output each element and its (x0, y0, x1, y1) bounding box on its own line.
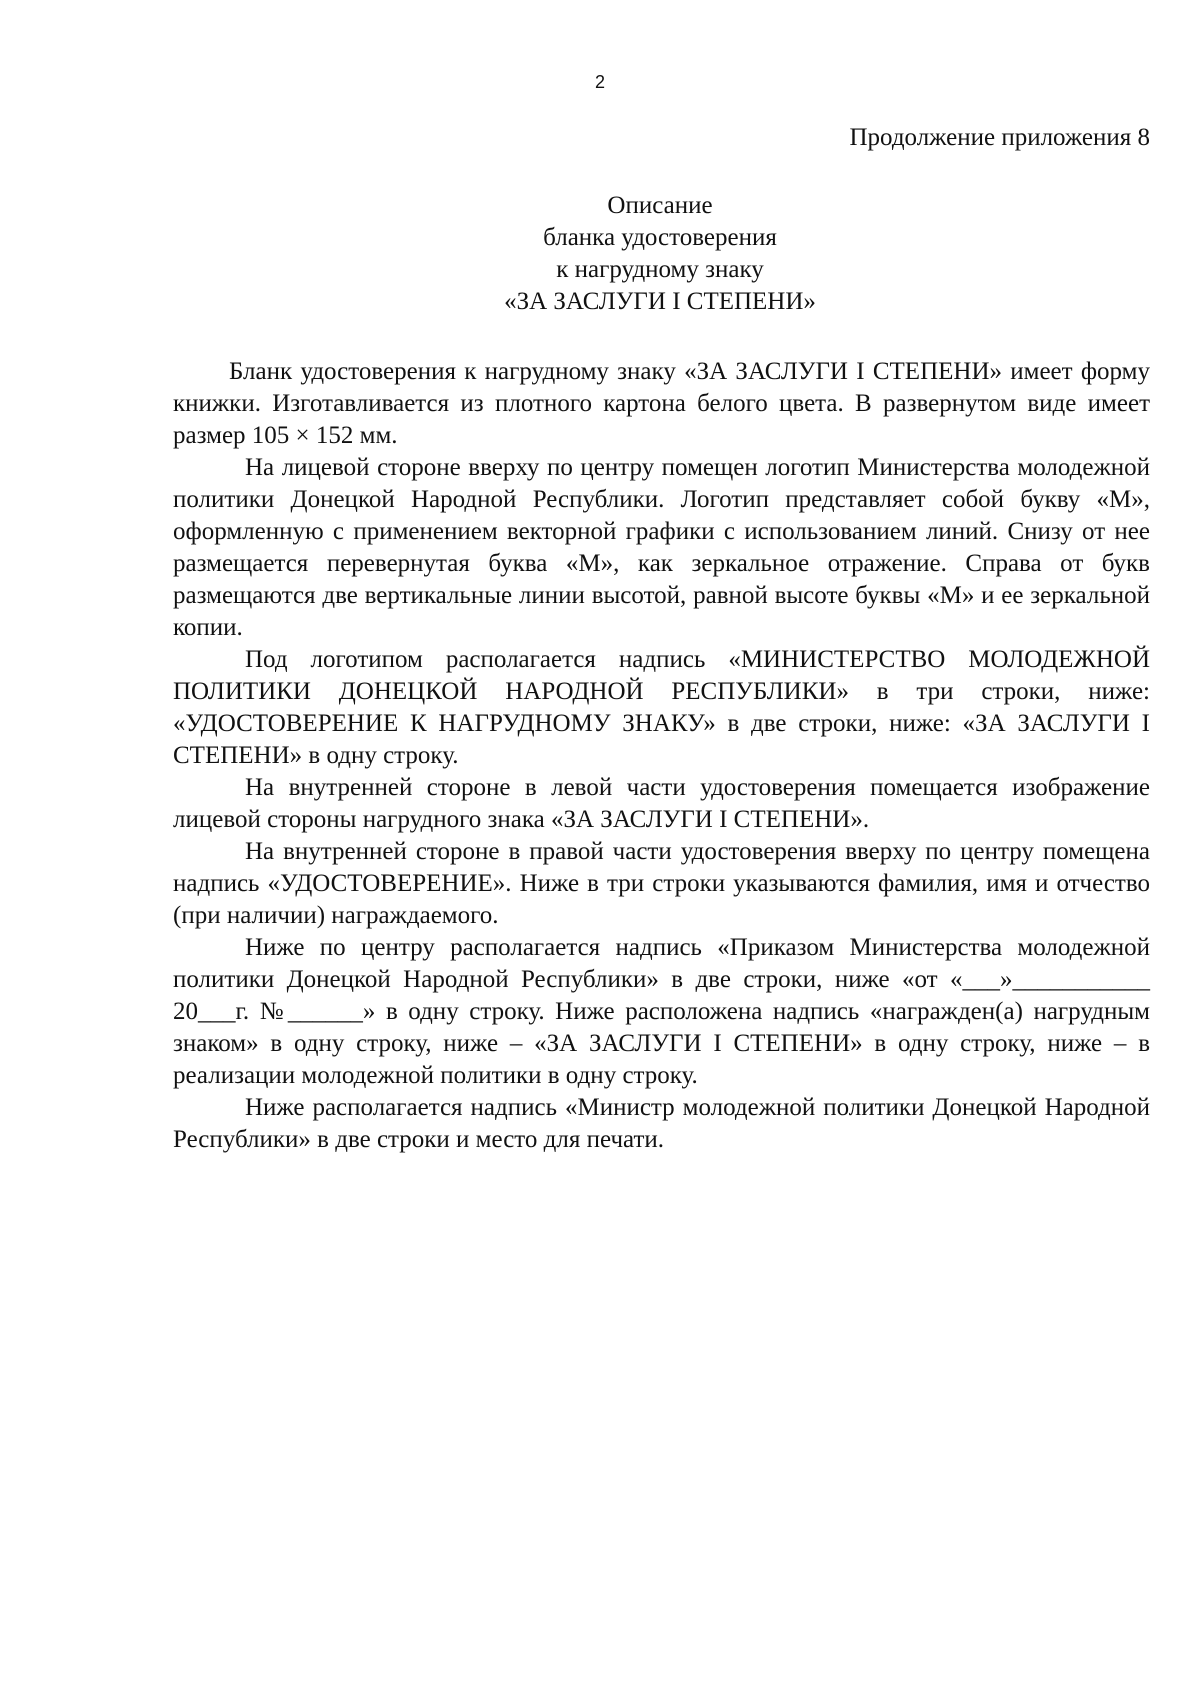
title-line-4: «ЗА ЗАСЛУГИ I СТЕПЕНИ» (504, 288, 816, 315)
paragraph-inner-left: На внутренней стороне в левой части удостоверения помещается изображение лицевой стороны нагрудного знака «ЗА ЗАСЛУГИ I СТЕПЕНИ». (173, 774, 1150, 833)
paragraph-front-inscription: Под логотипом располагается надпись «МИНИСТЕРСТВО МОЛОДЕЖНОЙ ПОЛИТИКИ ДОНЕЦКОЙ НАРОДНОЙ РЕСПУБЛИКИ» в три строки, ниже: «УДОСТОВЕРЕНИЕ К НАГРУДНОМУ ЗНАКУ» в две строки, ниже: «ЗА ЗАСЛУГИ I СТЕПЕНИ» в одну строку. (173, 646, 1150, 769)
title-line-2: бланка удостоверения (543, 224, 777, 251)
title-line-3: к нагрудному знаку (556, 256, 764, 283)
paragraph-order-text: Ниже по центру располагается надпись «Приказом Министерства молодежной политики Донецкой Народной Республики» в две строки, ниже «от «___»___________ 20___г. №______» в одну строку. Ниже расположена надпись «награжден(а) нагрудным знаком» в одну строку, ниже – «ЗА ЗАСЛУГИ I СТЕПЕНИ» в одну строку, ниже – в реализации молодежной политики в одну строку. (173, 934, 1150, 1089)
paragraph-inner-right: На внутренней стороне в правой части удостоверения вверху по центру помещена надпись «УДОСТОВЕРЕНИЕ». Ниже в три строки указываются фамилия, имя и отчество (при наличии) награждаемого. (173, 838, 1150, 929)
paragraph-form-description: Бланк удостоверения к нагрудному знаку «ЗА ЗАСЛУГИ I СТЕПЕНИ» имеет форму книжки. Изготавливается из плотного картона белого цвета. В развернутом виде имеет размер 105 × 152 мм. (173, 358, 1150, 449)
appendix-label: Продолжение приложения 8 (849, 124, 1150, 151)
paragraph-signature: Ниже располагается надпись «Министр молодежной политики Донецкой Народной Республики» в две строки и место для печати. (173, 1094, 1150, 1153)
title-line-1: Описание (607, 192, 713, 219)
document-title (0, 190, 1200, 318)
document-body (173, 356, 1150, 1156)
paragraph-front-logo: На лицевой стороне вверху по центру помещен логотип Министерства молодежной политики Донецкой Народной Республики. Логотип представляет собой букву «М», оформленную с применением векторной графики с использованием линий. Снизу от нее размещается перевернутая буква «М», как зеркальное отражение. Справа от букв размещаются две вертикальные линии высотой, равной высоте буквы «М» и ее зеркальной копии. (173, 454, 1150, 641)
page-number: 2 (594, 72, 605, 92)
